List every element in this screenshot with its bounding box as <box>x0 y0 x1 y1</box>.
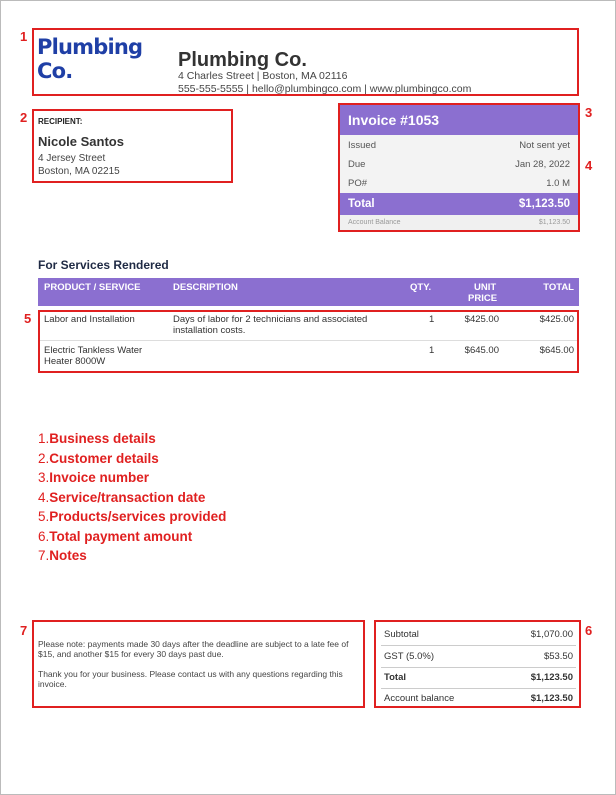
due-date: Jan 28, 2022 <box>515 159 570 170</box>
legend-item <box>38 431 156 446</box>
subtotal-value: $1,070.00 <box>530 629 573 640</box>
legend-label: Customer details <box>49 451 159 466</box>
gst-value: $53.50 <box>543 651 573 662</box>
notes-thanks-1: Thank you for your business. Please contact us with any questions regarding this <box>38 669 343 679</box>
total-label: Total <box>384 672 406 683</box>
row-unit-price: $645.00 <box>464 345 499 356</box>
legend-number: 3. <box>38 470 50 485</box>
row-description: Days of labor for 2 technicians and associated <box>173 314 368 325</box>
col-description: DESCRIPTION <box>173 282 238 293</box>
recipient-street: 4 Jersey Street <box>38 153 106 164</box>
services-title: For Services Rendered <box>38 258 169 272</box>
col-qty: QTY. <box>410 282 432 293</box>
legend-item <box>38 490 205 505</box>
legend-number: 2. <box>38 451 50 466</box>
invoice-number: Invoice #1053 <box>348 112 440 128</box>
legend-label: Total payment amount <box>49 529 193 544</box>
recipient-name: Nicole Santos <box>38 134 124 149</box>
account-balance-label: Account Balance <box>348 219 401 226</box>
table-row <box>38 341 579 371</box>
callout-number-2: 2 <box>20 110 28 125</box>
callout-number-5: 5 <box>24 311 32 326</box>
legend-number: 1. <box>38 431 50 446</box>
legend-label: Invoice number <box>49 470 150 485</box>
row-product-cont: Heater 8000W <box>44 356 106 367</box>
issued-value: Not sent yet <box>519 140 570 151</box>
legend-number: 5. <box>38 509 50 524</box>
total-row <box>377 667 577 688</box>
business-contact: 555-555-5555 | hello@plumbingco.com | www.plumbingco.com <box>178 83 472 95</box>
po-row <box>340 173 578 193</box>
gst-row <box>377 646 577 667</box>
recipient-label: RECIPIENT: <box>38 117 83 126</box>
account-balance-row <box>340 215 578 230</box>
logo-text: Plumbing Co. <box>37 35 143 83</box>
callout-number-3: 3 <box>585 105 593 120</box>
gst-label: GST (5.0%) <box>384 651 434 662</box>
invoice-total-value: $1,123.50 <box>518 198 570 210</box>
row-total: $425.00 <box>539 314 574 325</box>
services-table-header <box>38 278 579 306</box>
callout-number-7: 7 <box>20 623 28 638</box>
due-row <box>340 154 578 174</box>
business-address: 4 Charles Street | Boston, MA 02116 <box>178 70 348 82</box>
row-product: Electric Tankless Water <box>44 345 143 356</box>
business-logo <box>37 35 177 83</box>
recipient-city: Boston, MA 02215 <box>38 166 120 177</box>
callout-number-4: 4 <box>585 158 593 173</box>
issued-row <box>340 135 578 155</box>
issued-label: Issued <box>348 140 376 151</box>
col-unit-price-1: UNIT <box>474 282 497 293</box>
account-balance-value: $1,123.50 <box>538 219 570 226</box>
notes-late-fee-1: Please note: payments made 30 days after the deadline are subject to a late fee of <box>38 639 349 649</box>
row-description-cont: installation costs. <box>173 325 246 336</box>
row-total: $645.00 <box>539 345 574 356</box>
legend-number: 7. <box>38 548 50 563</box>
callout-number-1: 1 <box>20 29 28 44</box>
legend-item <box>38 451 159 466</box>
notes-thanks-2: invoice. <box>38 679 67 689</box>
account-balance-total-row <box>377 688 577 709</box>
business-name: Plumbing Co. <box>178 49 307 71</box>
invoice-header <box>340 105 578 135</box>
legend-item <box>38 548 87 563</box>
invoice-total-row <box>340 193 578 215</box>
table-row <box>38 310 579 340</box>
total-value: $1,123.50 <box>530 672 573 683</box>
invoice-total-label: Total <box>348 198 375 210</box>
due-label: Due <box>348 159 366 170</box>
callout-number-6: 6 <box>585 623 593 638</box>
row-qty: 1 <box>429 314 435 325</box>
subtotal-row <box>377 624 577 645</box>
po-value: 1.0 M <box>546 178 570 189</box>
legend-label: Products/services provided <box>49 509 227 524</box>
subtotal-label: Subtotal <box>384 629 419 640</box>
col-product: PRODUCT / SERVICE <box>44 282 141 293</box>
legend-item <box>38 509 226 524</box>
legend-label: Business details <box>49 431 156 446</box>
row-product: Labor and Installation <box>44 314 135 325</box>
legend-item <box>38 470 149 485</box>
po-label: PO# <box>348 178 368 189</box>
row-unit-price: $425.00 <box>464 314 499 325</box>
row-qty: 1 <box>429 345 435 356</box>
invoice-summary <box>340 105 578 230</box>
legend-number: 6. <box>38 529 50 544</box>
account-balance-total-value: $1,123.50 <box>530 693 573 704</box>
col-unit-price-2: PRICE <box>468 293 498 304</box>
account-balance-total-label: Account balance <box>384 693 455 704</box>
callout-notes-box <box>32 620 365 708</box>
notes-late-fee-2: $15, and another $15 for every 30 days past due. <box>38 649 224 659</box>
legend-number: 4. <box>38 490 50 505</box>
legend-label: Notes <box>49 548 87 563</box>
col-total: TOTAL <box>543 282 574 293</box>
legend-label: Service/transaction date <box>49 490 206 505</box>
legend-item <box>38 529 192 544</box>
